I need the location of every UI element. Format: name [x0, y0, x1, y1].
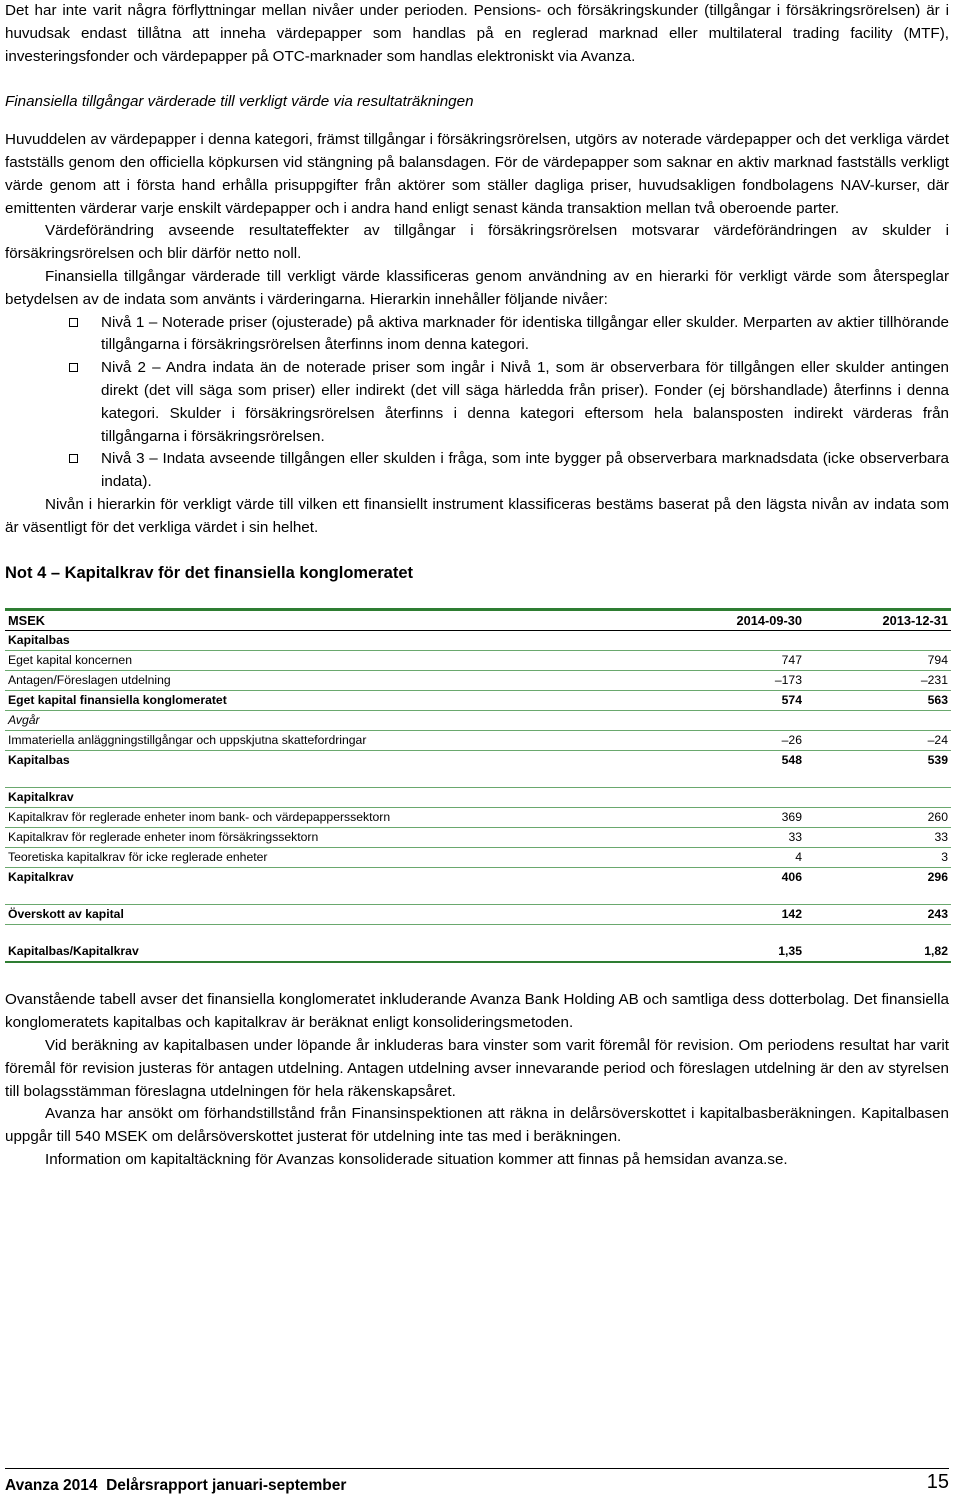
value-2013: 539 — [927, 753, 948, 768]
value-2013: 563 — [805, 691, 951, 711]
checkbox-bullet-icon — [69, 363, 78, 372]
table-row — [5, 651, 951, 671]
unit-header: MSEK — [5, 610, 649, 631]
value-2013: 1,82 — [805, 942, 951, 962]
row-label: Kapitalbas — [5, 631, 649, 651]
value-2013: –24 — [805, 731, 951, 751]
value-2014: 406 — [781, 870, 802, 885]
after-paragraph-4: Information om kapitaltäckning för Avanzas konsoliderade situation kommer att finnas på hemsidan avanza.se. — [45, 1150, 788, 1168]
row-label: Kapitalbas/Kapitalkrav — [5, 942, 649, 962]
value-2014: 33 — [649, 828, 805, 848]
table-row — [5, 828, 951, 848]
level-item — [5, 312, 949, 358]
page-footer — [5, 1468, 949, 1498]
row-label: Antagen/Föreslagen utdelning — [5, 671, 649, 691]
value-2014: –26 — [649, 731, 805, 751]
table-row — [5, 808, 951, 828]
table-header-row — [5, 610, 951, 631]
table-row — [5, 671, 951, 691]
value-2014: –173 — [649, 671, 805, 691]
note-title: Not 4 – Kapitalkrav för det finansiella konglomeratet — [5, 563, 414, 582]
value-2014: 574 — [649, 691, 805, 711]
row-label: Immateriella anläggningstillgångar och uppskjutna skattefordringar — [5, 731, 649, 751]
table-row — [5, 691, 951, 711]
value-2013: 296 — [927, 870, 948, 885]
section-row — [5, 788, 951, 808]
after-paragraph-3: Avanza har ansökt om förhandstillstånd från Finansinspektionen att räkna in delårsöverskottet i kapitalbasberäkningen. Kapitalbasen uppgår till 540 MSEK om delårsöverskottet justerat för utdelning inte tas med i beräkningen. — [5, 1105, 949, 1146]
table-row — [5, 731, 951, 751]
level-text: Nivå 3 – Indata avseende tillgången eller skulden i fråga, som inte bygger på observerbara marknadsdata (icke observerbara indata). — [101, 450, 949, 491]
row-label: Kapitalkrav för reglerade enheter inom bank- och värdepapperssektorn — [5, 808, 649, 828]
section-paragraph-3: Finansiella tillgångar värderade till verkligt värde klassificeras genom användning av en hierarki för verkligt värde som återspeglar betydelsen av de indata som använts i värderingarna. Hierarkin innehåller följande nivåer: — [5, 267, 949, 308]
spacer-row — [5, 770, 951, 788]
table-row — [5, 868, 951, 888]
row-label: Avgår — [5, 711, 649, 731]
table-row — [5, 711, 951, 731]
section-heading: Finansiella tillgångar värderade till verkligt värde via resultaträkningen — [5, 93, 474, 111]
value-2014: 369 — [649, 808, 805, 828]
row-label: Kapitalbas — [8, 753, 70, 768]
capital-requirements-table — [5, 608, 951, 963]
section-row — [5, 631, 951, 651]
section-paragraph-2: Värdeförändring avseende resultateffekter av tillgångar i försäkringsrörelsen motsvarar värdeförändringen av skulder i försäkringsrörelsen och blir därför netto noll. — [5, 222, 949, 263]
level-text: Nivå 1 – Noterade priser (ojusterade) på aktiva marknader för identiska tillgångar eller skulder. Merparten av aktier tillhörande tillgångarna i försäkringsrörelsen återfinns inom denna kategori. — [101, 313, 949, 354]
value-2013: 260 — [805, 808, 951, 828]
value-2013: 794 — [805, 651, 951, 671]
footer-title: Avanza 2014 Delårsrapport januari-september — [5, 1477, 347, 1494]
column-header-2014: 2014-09-30 — [649, 610, 805, 631]
table-row — [5, 848, 951, 868]
row-label: Överskott av kapital — [5, 905, 649, 925]
document-page — [5, 0, 949, 1172]
after-paragraph-1: Ovanstående tabell avser det finansiella konglomeratet inkluderande Avanza Bank Holding AB och samtliga dess dotterbolag. Det finansiella konglomeratets kapitalbas och kapitalkrav är beräknat enligt konsolideringsmetoden. — [5, 991, 949, 1032]
value-2014: 1,35 — [649, 942, 805, 962]
value-2013: 33 — [805, 828, 951, 848]
value-2014: 142 — [649, 905, 805, 925]
row-label: Teoretiska kapitalkrav för icke reglerade enheter — [5, 848, 649, 868]
row-label: Kapitalkrav — [5, 788, 649, 808]
intro-paragraph: Det har inte varit några förflyttningar mellan nivåer under perioden. Pensions- och försäkringskunder (tillgångar i försäkringsrörelsen) är i huvudsak endast tillåtna att inneha värdepapper som handlas på en reglerad marknad eller multilateral trading facility (MTF), investeringsfonder och värdepapper på OTC-marknader som handlas elektroniskt via Avanza. — [5, 2, 949, 65]
table-row — [5, 751, 951, 771]
column-header-2013: 2013-12-31 — [805, 610, 951, 631]
spacer-row — [5, 925, 951, 943]
value-2014: 4 — [649, 848, 805, 868]
row-label: Kapitalkrav — [8, 870, 74, 885]
row-label: Eget kapital koncernen — [5, 651, 649, 671]
section-paragraph-1: Huvuddelen av värdepapper i denna kategori, främst tillgångar i försäkringsrörelsen, utgörs av noterade värdepapper och det verkliga värdet fastställs genom den officiella köpkursen vid stängning på balansdagen. För de värdepapper som saknar en aktiv marknad fastställs verkligt värde genom att i första hand erhålla prisuppgifter från aktörer som ställer dagliga priser, huvudsakligen fondbolagens NAV-kurser, där emittenten värderar varje enskilt värdepapper och i andra hand enligt senast kända transaktion mellan två oberoende parter. — [5, 131, 949, 217]
after-paragraph-2: Vid beräkning av kapitalbasen under löpande år inkluderas bara vinster som varit föremål för revision. Om periodens resultat har varit föremål för revision justeras för antagen utdelning. Antagen utdelning avser innevarande period och föreslagen utdelning är den av styrelsen till bolagsstämman föreslagna utdelningen för hela räkenskapsåret. — [5, 1036, 949, 1100]
row-label: Eget kapital finansiella konglomeratet — [5, 691, 649, 711]
value-2013: –231 — [805, 671, 951, 691]
row-label: Kapitalkrav för reglerade enheter inom försäkringssektorn — [5, 828, 649, 848]
table-row — [5, 942, 951, 962]
value-2014: 548 — [781, 753, 802, 768]
value-2013: 243 — [805, 905, 951, 925]
page-number: 15 — [926, 1471, 949, 1493]
value-2013: 3 — [805, 848, 951, 868]
section-paragraph-4: Nivån i hierarkin för verkligt värde till vilken ett finansiellt instrument klassificeras bestäms baserat på den lägsta nivån av indata som är väsentligt för det verkliga värdet i sin helhet. — [5, 495, 949, 536]
checkbox-bullet-icon — [69, 454, 78, 463]
level-text: Nivå 2 – Andra indata än de noterade priser som ingår i Nivå 1, som är observerbara för tillgången eller skulder antingen direkt (det vill säga som priser) eller indirekt (det vill säga härledda från priser). Fonder (ej börshandlade) återfinns i denna kategori. Skulder i försäkringsrörelsen återfinns i denna kategori eftersom hela balansposten indirekt värderas från tillgångarna i försäkringsrörelsen. — [101, 359, 949, 445]
spacer-row — [5, 887, 951, 905]
level-list — [5, 312, 949, 494]
value-2014: 747 — [649, 651, 805, 671]
level-item — [5, 448, 949, 494]
checkbox-bullet-icon — [69, 318, 78, 327]
level-item — [5, 357, 949, 448]
table-row — [5, 905, 951, 925]
